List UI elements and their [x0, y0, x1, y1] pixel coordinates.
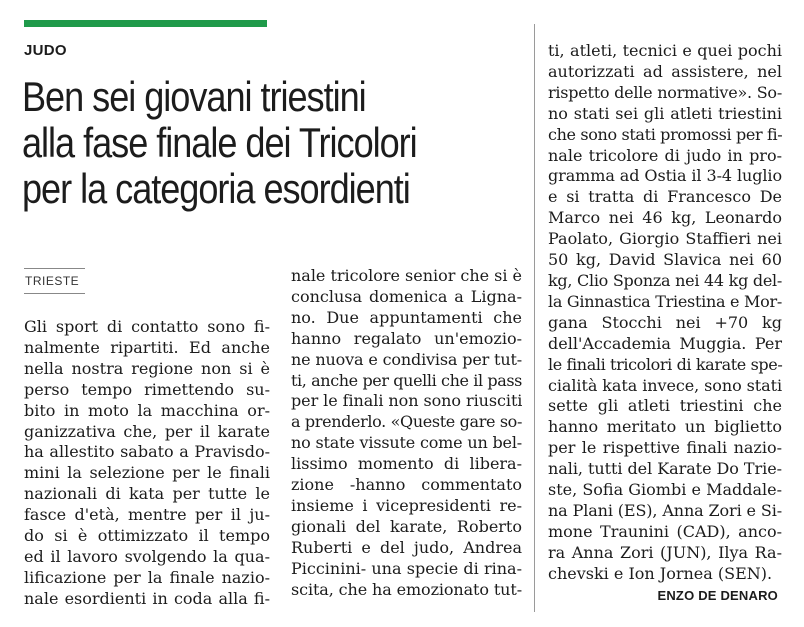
text-line: rispetto delle normative». So-	[548, 82, 783, 102]
text-line: ra Anna Zori (JUN), Ilya Ra-	[548, 542, 782, 562]
headline-line: per la categoria esordienti	[22, 165, 410, 212]
text-line: nella nostra regione non si è	[24, 358, 270, 378]
text-line: ne nuova e condivisa per tut-	[291, 349, 522, 369]
text-line: cialità kata invece, sono stati	[548, 375, 782, 395]
text-line: Ruberti e del judo, Andrea	[291, 537, 522, 557]
article-column-3	[548, 41, 782, 585]
text-line: autorizzati ad assistere, nel	[548, 61, 782, 81]
text-line: Gli sport di contatto sono fi-	[24, 317, 270, 336]
text-line: lissimo momento di libera-	[291, 454, 522, 474]
text-line: ha allestito sabato a Pravisdo-	[24, 442, 270, 462]
text-line: gramma ad Ostia il 3-4 luglio	[548, 166, 783, 186]
article-column-2	[291, 266, 522, 601]
text-line: ste, Sofia Giombi e Maddale-	[548, 480, 782, 500]
text-line: perso tempo rimettendo su-	[24, 379, 270, 399]
text-line: hanno regalato un'emozio-	[291, 328, 522, 348]
text-line: Piccinini- una specie di rina-	[291, 558, 522, 578]
text-line: no state vissute come un bel-	[291, 433, 522, 453]
text-line: nalmente ripartiti. Ed anche	[24, 337, 270, 357]
article-headline	[22, 74, 452, 212]
text-line: nale esordienti in coda alla fi-	[24, 588, 270, 608]
text-line: no. Due appuntamenti che	[291, 307, 522, 327]
text-line: kg, Clio Sponza nei 44 kg del-	[548, 270, 782, 290]
text-line: ti, atleti, tecnici e quei pochi	[548, 41, 782, 60]
text-line: e si tratta di Francesco De	[548, 187, 782, 207]
text-line: no stati sei gli atleti triestini	[548, 103, 782, 123]
text-line: ti, anche per quelli che il pass	[291, 370, 522, 390]
text-line: la Ginnastica Triestina e Mor-	[548, 291, 782, 311]
text-line: ganizzativa che, per il karate	[24, 421, 270, 441]
dateline: TRIESTE	[24, 268, 85, 294]
text-line: nali, tutti del Karate Do Trie-	[548, 459, 783, 479]
text-line: fasce d'età, mentre per il ju-	[24, 505, 270, 525]
text-line: gana Stocchi nei +70 kg	[548, 312, 782, 332]
text-line: nale tricolore di judo in pro-	[548, 145, 782, 165]
text-line: conclusa domenica a Ligna-	[291, 286, 522, 306]
text-line: che sono stati promossi per fi-	[548, 124, 783, 144]
text-line: le finali tricolori di karate spe-	[548, 354, 783, 374]
text-line: na Plani (ES), Anna Zori e Si-	[548, 500, 782, 520]
text-line: sette gli atleti triestini che	[548, 396, 782, 416]
text-line: do si è ottimizzato il tempo	[24, 526, 270, 546]
text-line: mone Traunini (CAD), anco-	[548, 521, 782, 541]
text-line: chevski e Ion Jornea (SEN).	[548, 563, 773, 583]
text-line: lificazione per la finale nazio-	[24, 567, 270, 587]
text-line: a prenderlo. «Queste gare so-	[291, 412, 522, 432]
text-line: zione -hanno commentato	[291, 475, 522, 495]
text-line: hanno meritato un biglietto	[548, 417, 782, 437]
text-line: scita, che ha emozionato tut-	[291, 579, 522, 599]
article-column-1	[24, 317, 270, 610]
text-line: per le rispettive finali nazio-	[548, 438, 782, 458]
text-line: mini la selezione per le finali	[24, 463, 270, 483]
headline-line: Ben sei giovani triestini	[22, 73, 366, 120]
text-line: per le finali non sono riusciti	[291, 391, 523, 411]
author-byline: ENZO DE DENARO	[657, 588, 778, 603]
text-line: gionali del karate, Roberto	[291, 516, 522, 536]
text-line: nale tricolore senior che si è	[291, 266, 522, 285]
text-line: ed il lavoro svolgendo la qua-	[24, 546, 270, 566]
text-line: nazionali di kata per tutte le	[24, 484, 270, 504]
text-line: insieme i vicepresidenti re-	[291, 495, 522, 515]
text-line: 50 kg, David Slavica nei 60	[548, 250, 782, 270]
text-line: dell'Accademia Muggia. Per	[548, 333, 782, 353]
text-line: bito in moto la macchina or-	[24, 400, 270, 420]
headline-line: alla fase finale dei Tricolori	[22, 119, 417, 166]
text-line: Paolato, Giorgio Staffieri nei	[548, 229, 782, 249]
section-accent-bar	[24, 20, 267, 27]
column-divider	[534, 24, 535, 612]
section-kicker: JUDO	[24, 42, 67, 59]
text-line: Marco nei 46 kg, Leonardo	[548, 208, 782, 228]
